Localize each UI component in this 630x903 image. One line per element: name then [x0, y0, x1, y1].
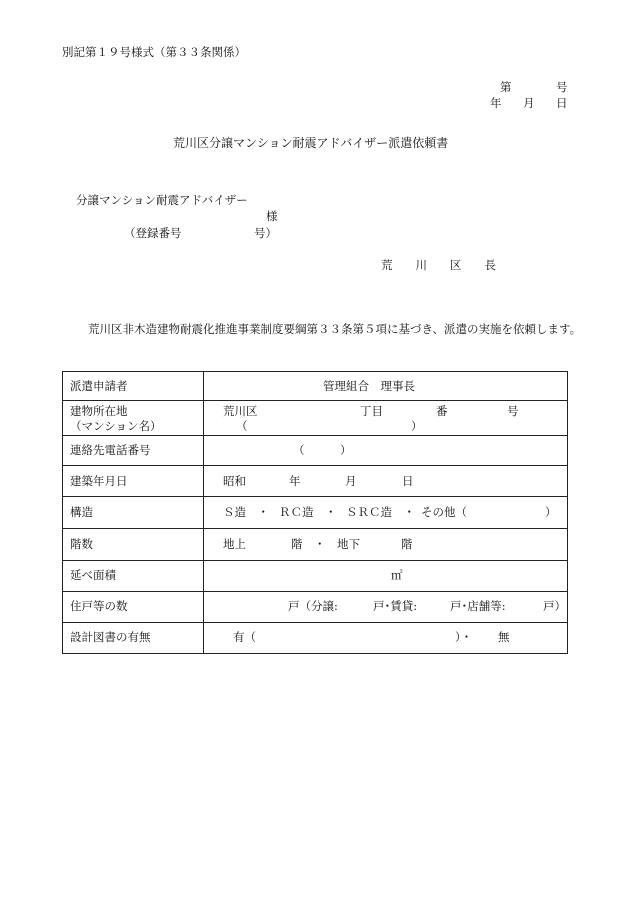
mansion-paren-close: ）: [411, 419, 423, 433]
addressee-role: 分譲マンション耐震アドバイザー: [76, 193, 248, 207]
design-docs-yes-close: ）・: [455, 630, 473, 644]
row-label-phone: 連絡先電話番号: [70, 443, 151, 457]
structure-rc: ＲＣ造 ・: [279, 505, 337, 519]
document-number-label: 第: [500, 80, 512, 94]
floors-below-unit: 階: [401, 537, 413, 551]
row-divider: [63, 465, 567, 466]
row-label-applicant: 派遣申請者: [70, 379, 128, 393]
design-docs-no: 無: [498, 630, 510, 644]
units-shop: 戸･店舗等:: [450, 599, 506, 613]
structure-s: Ｓ造 ・: [223, 505, 269, 519]
row-divider: [63, 400, 567, 401]
date-year: 年: [289, 474, 301, 488]
document-title: 荒川区分譲マンション耐震アドバイザー派遣依頼書: [173, 136, 449, 150]
units-rent: 戸･賃貸:: [373, 599, 418, 613]
date-era: 昭和: [223, 474, 246, 488]
phone-paren-open: （: [293, 443, 305, 457]
row-label-building-location: 建物所在地: [70, 404, 128, 418]
row-divider: [63, 622, 567, 623]
applicant-value: 管理組合 理事長: [323, 379, 415, 393]
request-details-table: [62, 371, 568, 654]
location-go: 号: [507, 404, 519, 418]
row-divider: [63, 496, 567, 497]
floors-above-unit: 階 ・: [291, 537, 326, 551]
date-day: 日: [402, 474, 414, 488]
mansion-paren-open: （: [236, 419, 248, 433]
registration-close: 号）: [254, 226, 277, 240]
row-label-mansion-name: （マンション名）: [70, 419, 162, 433]
row-divider: [63, 528, 567, 529]
date-day-label: 日: [556, 96, 568, 110]
structure-other-close: ）: [545, 505, 557, 519]
row-divider: [63, 560, 567, 561]
row-label-floors: 階数: [70, 537, 93, 551]
row-divider: [63, 591, 567, 592]
row-label-construction-date: 建築年月日: [70, 474, 128, 488]
registration-open: （登録番号: [124, 226, 182, 240]
date-month: 月: [345, 474, 357, 488]
row-label-structure: 構造: [70, 505, 93, 519]
document-number-suffix: 号: [556, 80, 568, 94]
structure-other: その他（: [421, 505, 467, 519]
structure-src: ＳＲＣ造 ・: [346, 505, 415, 519]
date-year-label: 年: [490, 96, 502, 110]
sender-ward-mayor: 荒 川 区 長: [381, 258, 496, 272]
request-body-text: 荒川区非木造建物耐震化推進事業制度要綱第３３条第５項に基づき、派遣の実施を依頼します。: [88, 322, 582, 336]
floors-above: 地上: [223, 537, 246, 551]
design-docs-yes: 有（: [233, 630, 256, 644]
row-label-dwelling-units: 住戸等の数: [70, 599, 128, 613]
form-reference: 別記第１９号様式（第３３条関係）: [62, 45, 246, 59]
row-label-design-documents: 設計図書の有無: [70, 630, 151, 644]
addressee-honorific: 様: [266, 209, 278, 223]
units-close: 戸）: [543, 599, 566, 613]
floors-below: 地下: [337, 537, 360, 551]
row-divider: [63, 435, 567, 436]
phone-paren-close: ）: [340, 443, 352, 457]
location-ban: 番: [436, 404, 448, 418]
location-ward: 荒川区: [223, 404, 258, 418]
units-total: 戸（分譲:: [288, 599, 338, 613]
location-chome: 丁目: [360, 404, 383, 418]
row-label-floor-area: 延べ面積: [70, 568, 116, 582]
column-divider: [203, 372, 204, 653]
date-month-label: 月: [523, 96, 535, 110]
floor-area-unit: ㎡: [391, 568, 403, 582]
